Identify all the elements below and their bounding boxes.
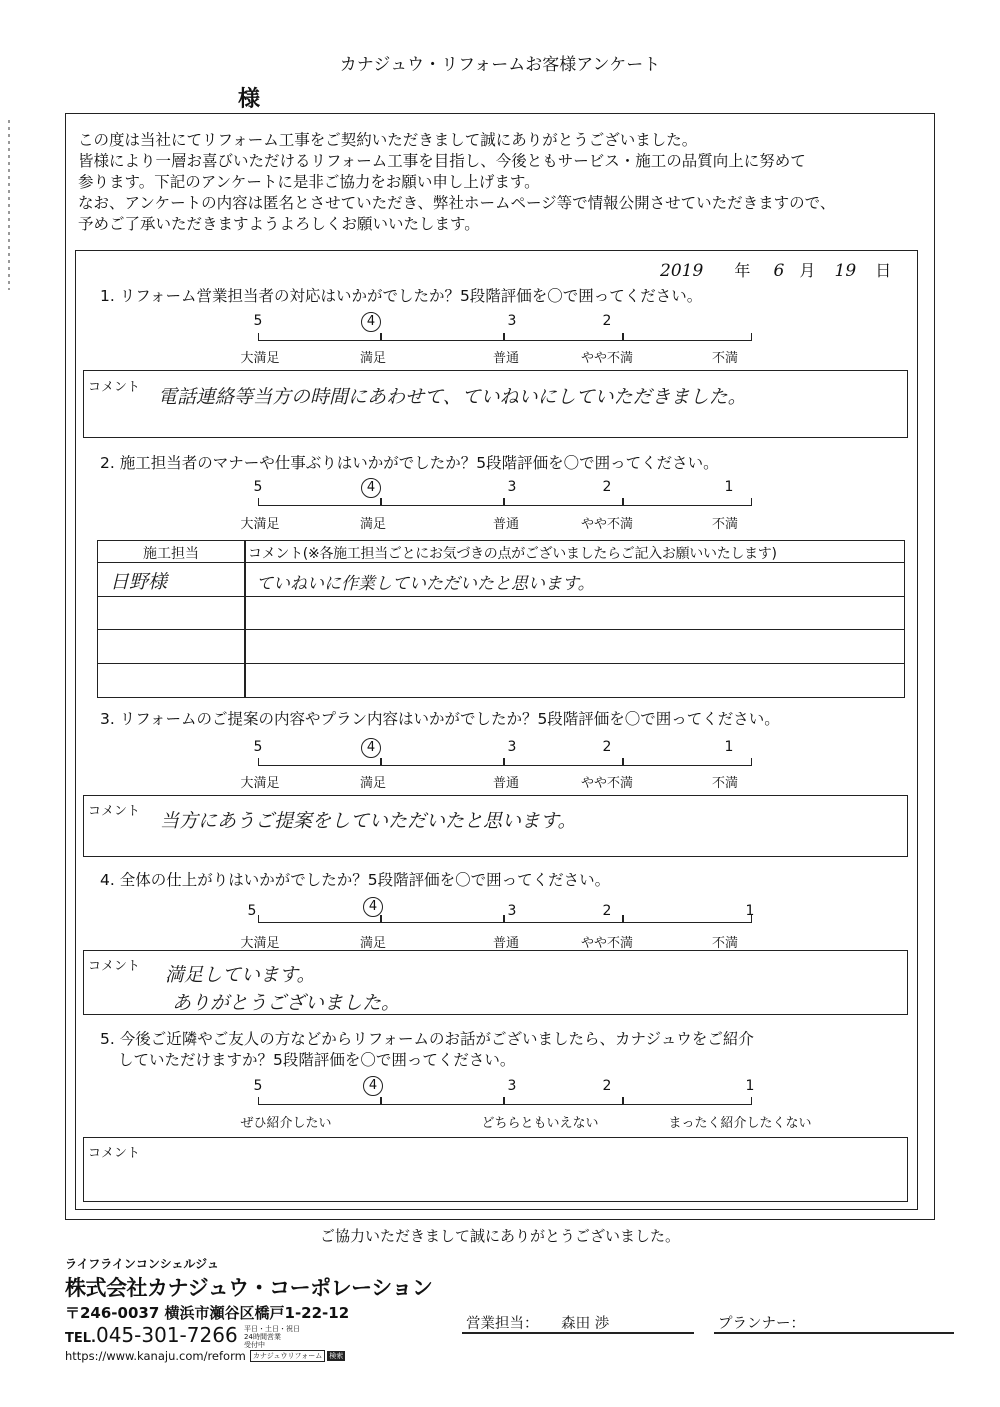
rating-label: どちらともいえない [481,1116,599,1131]
date-month-unit: 月 [799,261,816,280]
rating-option-1[interactable]: 1 [745,903,755,919]
tel-note-line: 24時間営業 [244,1332,281,1341]
sales-staff-field [466,1312,609,1333]
intro-line: なお、アンケートの内容は匿名とさせていただき、弊社ホームページ等で情報公開させていただきますので、 [78,194,836,212]
rating-option-3[interactable]: 3 [507,739,517,755]
rating-label: 大満足 [240,351,280,366]
rating-option-1[interactable]: 1 [724,739,734,755]
planner-field [718,1312,805,1333]
rating-label: 不満 [711,351,738,366]
company-block [65,1255,432,1363]
comment-text-4-line-2: ありがとうございました。 [172,992,401,1014]
scale-tick [380,1097,382,1104]
rating-scale-3 [258,758,752,766]
scale-tick [622,498,624,505]
rating-option-2[interactable]: 2 [602,739,612,755]
rating-scale-1 [258,333,752,341]
rating-label: やや不満 [580,776,633,791]
tel-note-line: 平日・土日・祝日 [244,1324,301,1333]
rating-option-1[interactable]: 1 [724,479,734,495]
table-header-comment: コメント(※各施工担当ごとにお気づきの点がございましたらご記入お願いいたします) [248,546,777,562]
planner-underline [714,1332,954,1334]
sales-name: 森田 渉 [561,1316,610,1332]
survey-title: カナジュウ・リフォームお客様アンケート [339,55,661,75]
company-tel [65,1323,432,1349]
rating-label: 不満 [711,517,738,532]
table-header-staff: 施工担当 [143,546,199,562]
rating-label: 満足 [359,351,386,366]
rating-label: 満足 [359,517,386,532]
comment-text-4-line-1: 満足しています。 [165,964,316,986]
margin-mark [8,120,10,290]
scale-tick [380,498,382,505]
question-4: 4. 全体の仕上がりはいかがでしたか？5段階評価を〇で囲ってください。 [100,871,611,889]
date-year: 2019 [660,261,704,281]
rating-option-2[interactable]: 2 [602,313,612,329]
rating-option-2[interactable]: 2 [602,1078,612,1094]
rating-label: やや不満 [580,351,633,366]
rating-label: やや不満 [580,517,633,532]
rating-label: 大満足 [240,776,280,791]
scale-tick [622,915,624,922]
rating-option-3[interactable]: 3 [507,903,517,919]
intro-line: この度は当社にてリフォーム工事をご契約いただきまして誠にありがとうございました。 [78,131,698,149]
question-3: 3. リフォームのご提案の内容やプラン内容はいかがでしたか？5段階評価を〇で囲ってください。 [100,710,780,728]
rating-option-5[interactable]: 5 [253,739,263,755]
tel-prefix: TEL. [65,1331,96,1346]
search-keyword-badge: カナジュウリフォーム [250,1350,325,1362]
planner-label: プランナー： [718,1316,805,1332]
rating-option-5[interactable]: 5 [247,903,257,919]
rating-option-4-selected[interactable]: 4 [363,1076,383,1096]
scale-tick [380,915,382,922]
table-divider [98,629,904,630]
scale-tick [622,758,624,765]
rating-label: 満足 [359,936,386,951]
table-cell-staff: 日野様 [110,571,168,593]
intro-line: 皆様により一層お喜びいただけるリフォーム工事を目指し、今後ともサービス・施工の品質向上に努めて [78,152,806,170]
rating-option-2[interactable]: 2 [602,479,612,495]
comment-label: コメント [88,959,141,974]
rating-label: 不満 [711,776,738,791]
rating-option-5[interactable]: 5 [253,313,263,329]
scale-tick [622,333,624,340]
scale-tick [503,1097,505,1104]
comment-box-5[interactable] [83,1137,908,1202]
comment-label: コメント [88,380,141,395]
tel-note [244,1325,300,1349]
scale-tick [622,1097,624,1104]
rating-option-2[interactable]: 2 [602,903,612,919]
question-2: 2. 施工担当者のマナーや仕事ぶりはいかがでしたか？5段階評価を〇で囲ってください。 [100,454,719,472]
tel-note-line: 受付中 [244,1340,266,1349]
rating-option-4-selected[interactable]: 4 [361,478,381,498]
question-5-line-1: 5. 今後ご近隣やご友人の方などからリフォームのお話がございましたら、カナジュウをご紹介 [100,1030,754,1048]
rating-option-1[interactable]: 1 [745,1078,755,1094]
rating-option-5[interactable]: 5 [253,479,263,495]
rating-option-4-selected[interactable]: 4 [361,312,381,332]
closing-thanks: ご協力いただきまして誠にありがとうございました。 [319,1227,680,1245]
scale-tick [503,333,505,340]
search-badge: 検索 [329,1352,344,1360]
question-5-line-2: していただけますか？5段階評価を〇で囲ってください。 [118,1051,516,1069]
intro-text [78,130,928,235]
company-address: 〒246-0037 横浜市瀬谷区橋戸1-22-12 [65,1304,350,1322]
date-month: 6 [773,261,785,281]
rating-scale-2 [258,498,752,506]
tel-number: 045-301-7266 [95,1323,238,1347]
rating-label: 普通 [492,776,519,791]
table-cell-comment: ていねいに作業していただいたと思います。 [256,574,595,594]
rating-label: 不満 [711,936,738,951]
rating-option-3[interactable]: 3 [507,1078,517,1094]
company-tagline: ライフラインコンシェルジュ [65,1257,219,1271]
table-divider [98,596,904,597]
scale-tick [380,758,382,765]
date-year-unit: 年 [734,261,751,280]
company-name: 株式会社カナジュウ・コーポレーション [65,1276,433,1300]
staff-comment-table [97,540,905,698]
rating-option-5[interactable]: 5 [253,1078,263,1094]
rating-label: 大満足 [240,517,280,532]
rating-label: 普通 [492,517,519,532]
rating-option-4-selected[interactable]: 4 [363,897,383,917]
rating-option-3[interactable]: 3 [507,313,517,329]
rating-label: やや不満 [580,936,633,951]
customer-honorific: 様 [238,87,261,112]
comment-label: コメント [88,1146,141,1161]
rating-scale-5 [258,1097,752,1105]
sales-label: 営業担当： [466,1316,539,1332]
date-day-unit: 日 [875,261,892,280]
question-1: 1. リフォーム営業担当者の対応はいかがでしたか？5段階評価を〇で囲ってください。 [100,287,703,305]
comment-text-1: 電話連絡等当方の時間にあわせて、ていねいにしていただきました。 [158,386,747,408]
sales-underline [462,1332,694,1334]
intro-line: 参ります。下記のアンケートに是非ご協力をお願い申し上げます。 [78,173,540,191]
rating-label: 普通 [492,936,519,951]
scale-tick [503,498,505,505]
url-link[interactable]: https://www.kanaju.com/reform [65,1348,246,1363]
scale-tick [503,758,505,765]
scale-tick [380,333,382,340]
rating-label: 満足 [359,776,386,791]
table-divider [244,541,246,697]
rating-label: ぜひ紹介したい [240,1116,332,1131]
rating-label: 普通 [492,351,519,366]
date-day: 19 [834,261,857,281]
rating-label: 大満足 [240,936,280,951]
rating-option-3[interactable]: 3 [507,479,517,495]
intro-line: 予めご了承いただきますようよろしくお願いいたします。 [78,215,480,233]
company-url [65,1349,432,1363]
rating-option-4-selected[interactable]: 4 [361,738,381,758]
table-divider [98,663,904,664]
survey-date [660,258,891,281]
comment-label: コメント [88,804,141,819]
rating-label: まったく紹介したくない [668,1116,812,1131]
comment-text-3: 当方にあうご提案をしていただいたと思います。 [160,810,577,832]
